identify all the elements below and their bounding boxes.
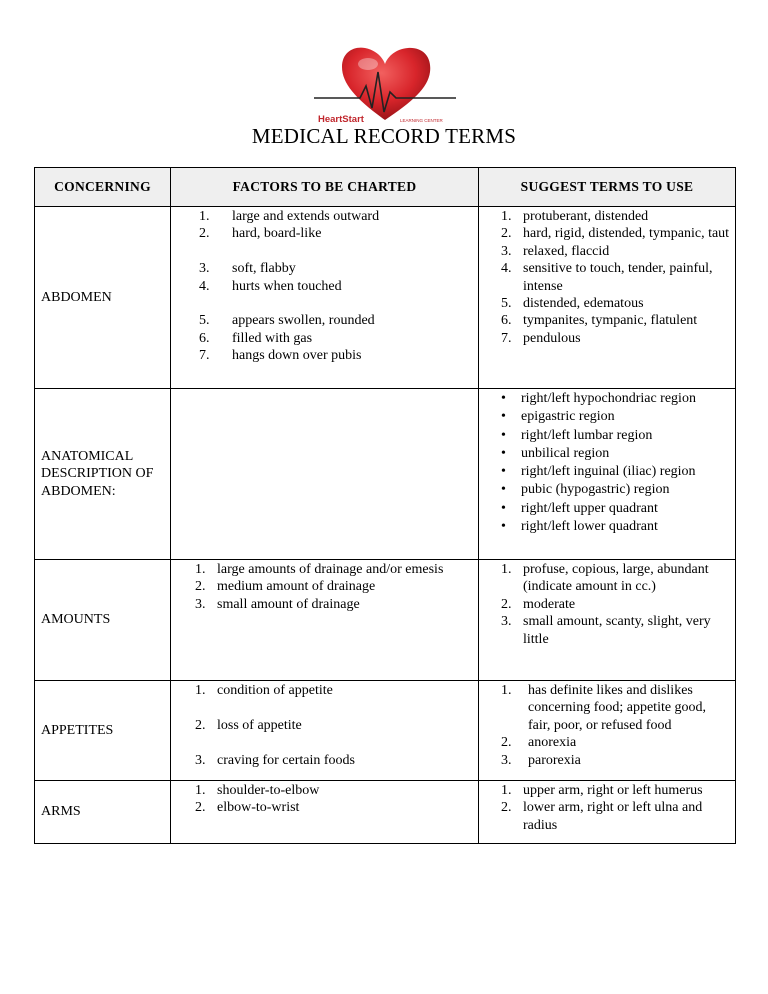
table-row-anatomical [35,389,735,560]
list-item: • right/left inguinal (iliac) region [501,464,696,480]
table-row-arms [35,781,735,843]
concerning-anatomical: ANATOMICAL DESCRIPTION OF ABDOMEN: [41,448,154,499]
concerning-arms: ARMS [41,804,81,820]
list-item: 1. large amounts of drainage and/or emesis [195,562,444,577]
list-item: 2. anorexia [501,735,577,751]
factors-appetites [170,681,478,780]
list-item: 2. lower arm, right or left ulna and radius [501,800,703,833]
concerning-amounts: AMOUNTS [41,612,111,628]
list-item: 3. soft, flabby [199,261,296,277]
list-item: • unbilical region [501,445,610,461]
list-item: 3. relaxed, flaccid [501,243,610,259]
factors-abdomen [170,207,478,388]
list-item: 2. hard, board-like [199,226,322,242]
list-item: 7. pendulous [501,330,581,346]
list-item: 6. filled with gas [199,330,313,346]
list-item: 2. loss of appetite [195,717,302,733]
list-item: 2. hard, rigid, distended, tympanic, taut [501,226,730,242]
heartstart-logo [312,42,458,130]
list-item: 3. small amount, scanty, slight, very little [501,614,711,647]
header-terms: SUGGEST TERMS TO USE [478,168,735,206]
list-item: 1. protuberant, distended [501,209,649,224]
terms-abdomen [478,207,735,388]
list-item: • right/left lower quadrant [501,519,658,535]
list-item: 2. elbow-to-wrist [195,800,300,816]
terms-anatomical [478,389,735,559]
list-item: 4. hurts when touched [199,278,342,294]
factors-anatomical [170,389,478,559]
logo-name: HeartStart [318,114,364,125]
heart-shape [342,48,430,120]
list-item: 5. distended, edematous [501,296,644,312]
concerning-abdomen: ABDOMEN [41,289,112,305]
list-item: 3. craving for certain foods [195,752,355,768]
header-factors: FACTORS TO BE CHARTED [170,168,478,206]
list-item: • right/left upper quadrant [501,500,658,516]
list-item: 1. shoulder-to-elbow [195,783,320,798]
list-item: 2. moderate [501,596,576,612]
factors-amounts [170,560,478,680]
list-item: 5. appears swollen, rounded [199,313,375,329]
table-row-abdomen [35,207,735,389]
list-item: 1. condition of appetite [195,683,333,698]
concerning-appetites: APPETITES [41,722,114,738]
list-item: 1. upper arm, right or left humerus [501,783,703,798]
logo-sub: LEARNING CENTER [400,118,443,123]
list-item: • pubic (hypogastric) region [501,482,670,498]
table-row-appetites [35,681,735,781]
terms-arms [478,781,735,843]
list-item: 2. medium amount of drainage [195,579,376,595]
table-row-amounts [35,560,735,681]
list-item: 3. small amount of drainage [195,596,360,612]
list-item: • right/left hypochondriac region [501,391,696,406]
terms-amounts [478,560,735,680]
list-item: 6. tympanites, tympanic, flatulent [501,313,698,329]
table-header [35,168,735,207]
list-item: 7. hangs down over pubis [199,348,362,364]
list-item: 3. parorexia [501,752,581,768]
terms-table [34,167,736,844]
factors-arms [170,781,478,843]
list-item: 1. has definite likes and dislikes concerning food; appetite good, fair, poor, or refused food [501,683,707,733]
list-item: 1. profuse, copious, large, abundant (indicate amount in cc.) [501,562,709,595]
list-item: • right/left lumbar region [501,427,653,443]
list-item: • epigastric region [501,409,615,425]
header-concerning: CONCERNING [54,179,151,194]
page-title: MEDICAL RECORD TERMS [251,124,517,148]
list-item: 1. large and extends outward [199,209,380,224]
list-item: 4. sensitive to touch, tender, painful, intense [501,261,713,294]
terms-appetites [478,681,735,780]
